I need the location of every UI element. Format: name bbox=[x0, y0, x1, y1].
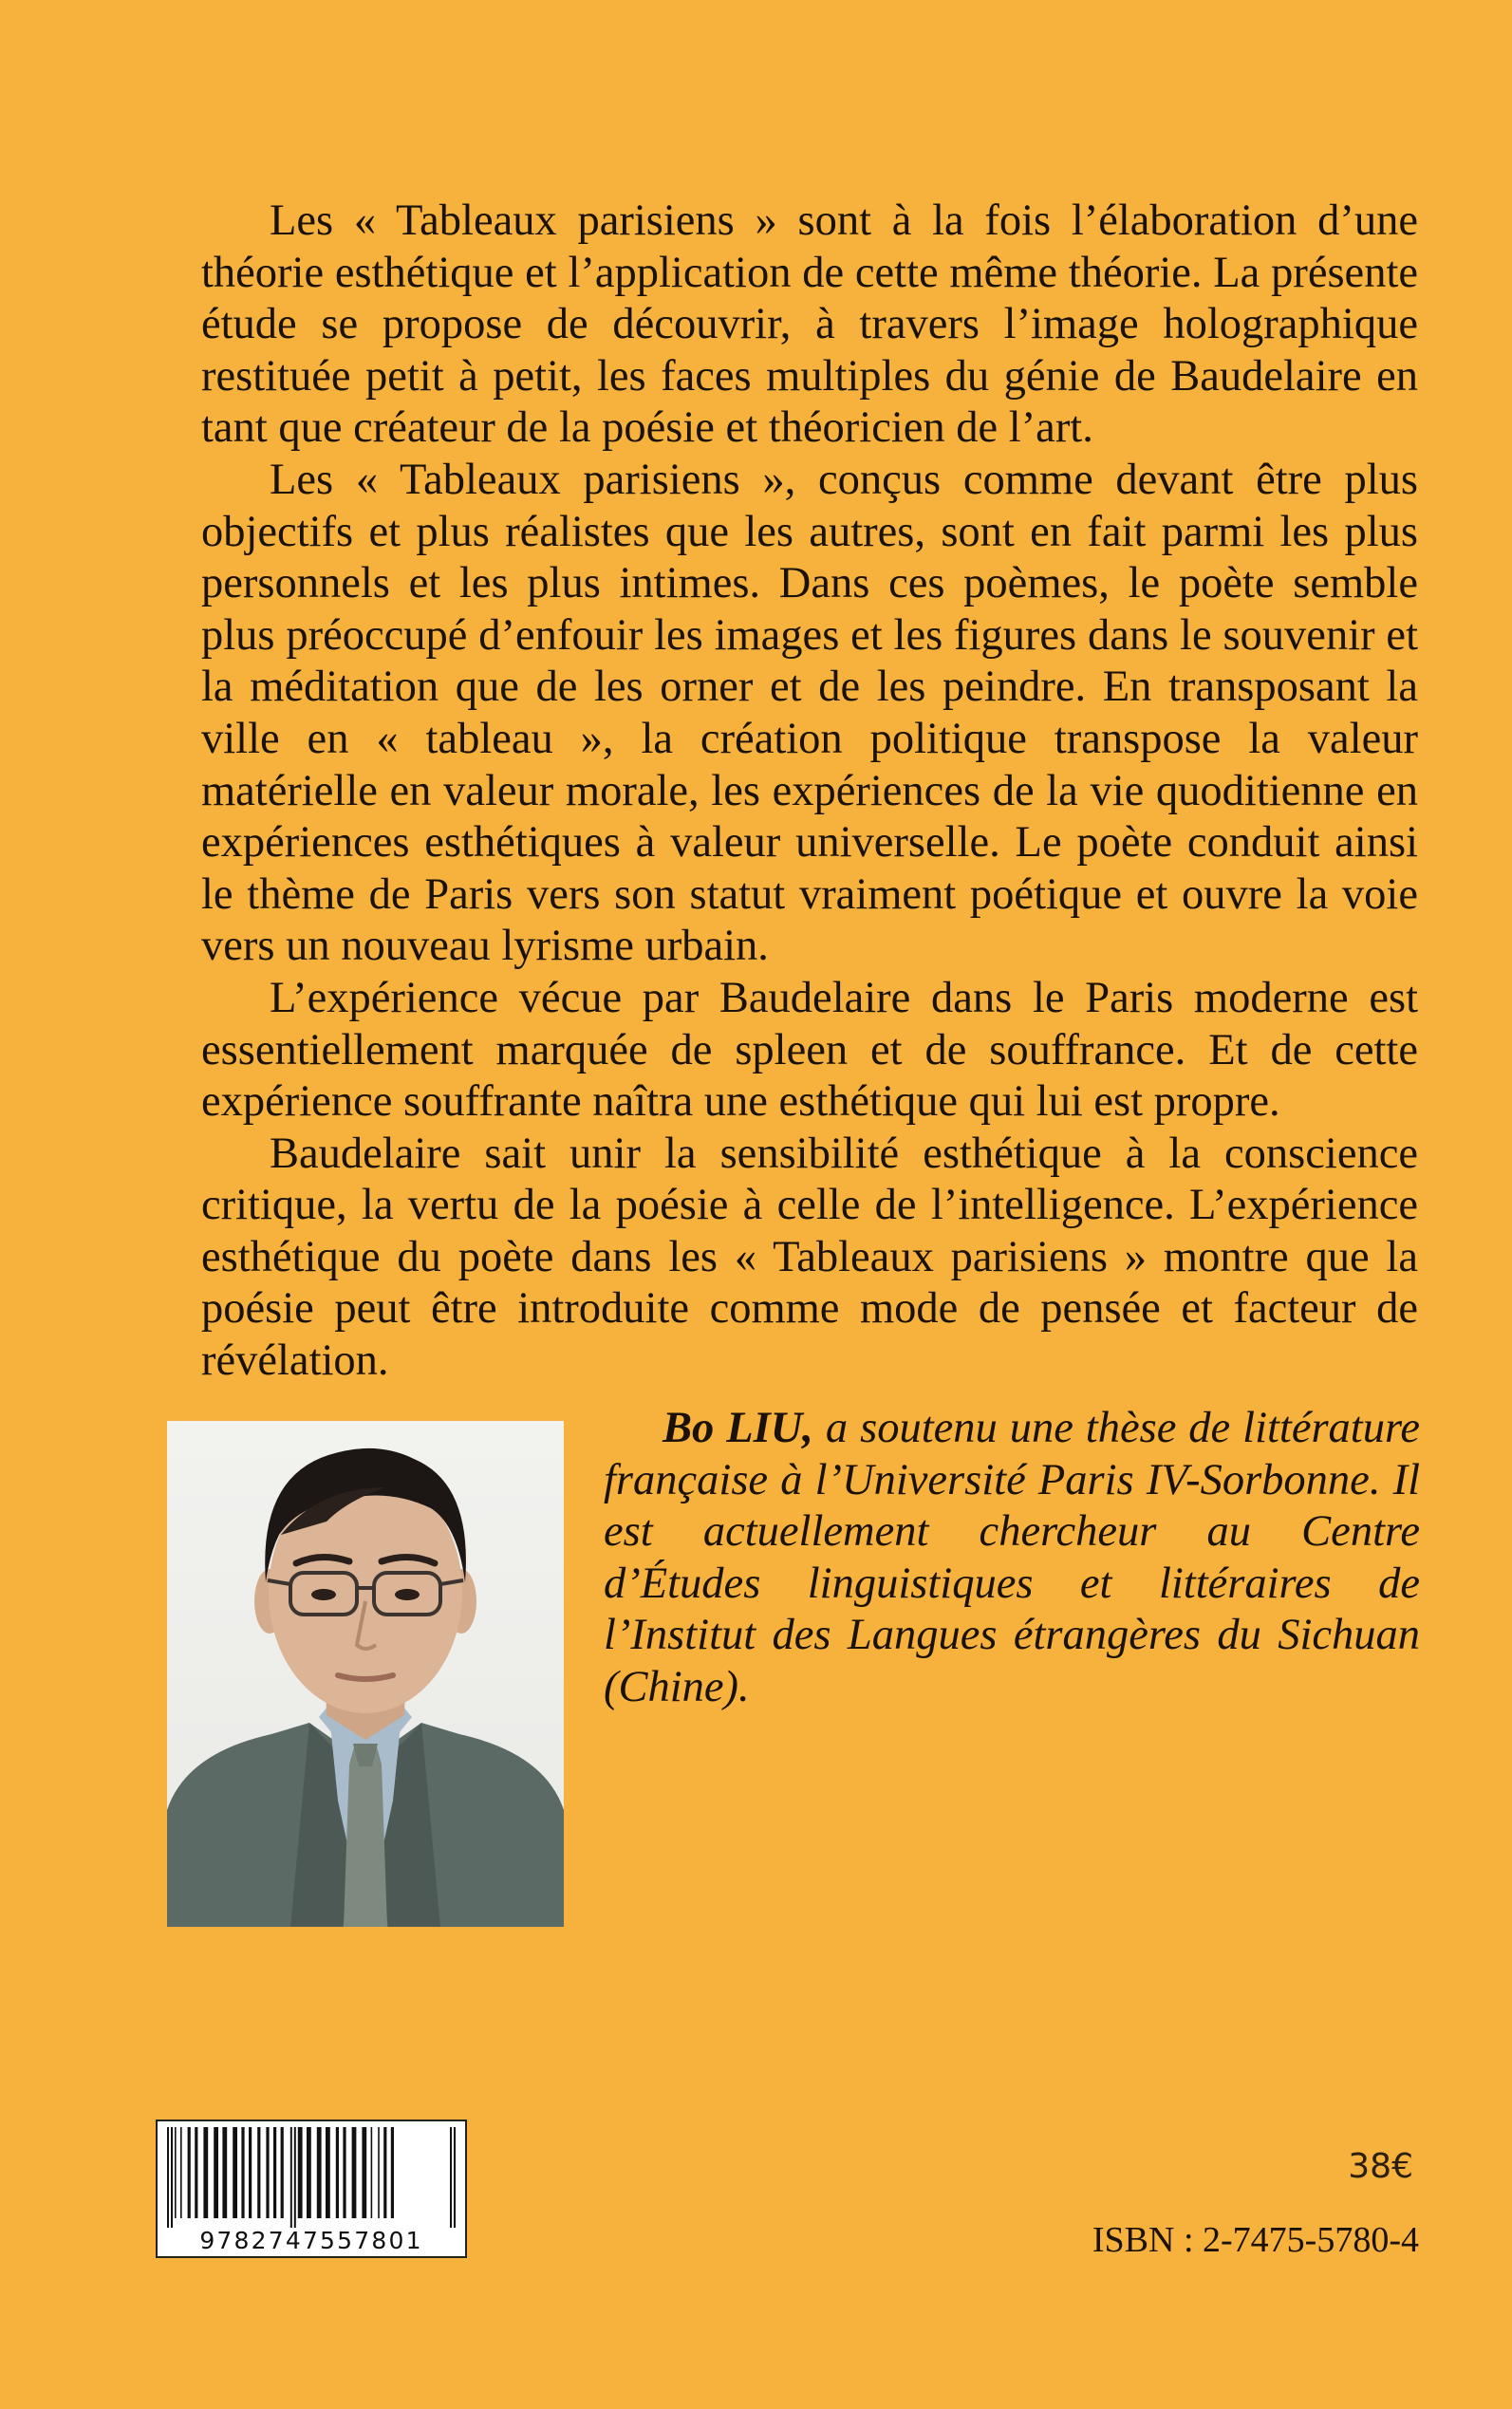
barcode-bar bbox=[222, 2127, 227, 2218]
blurb-paragraph-1: Les « Tableaux parisiens » sont à la fois l’élaboration d’une théorie esthétique et l’application de cette même théorie. La présente étude se propose de découvrir, à travers l’image holographique restituée petit à petit, les faces multiples du génie de Baudelaire en tant que créateur de la poésie et théoricien de l’art. bbox=[201, 196, 1418, 453]
barcode-bar bbox=[241, 2127, 244, 2218]
isbn-label: ISBN : 2-7475-5780-4 bbox=[1092, 2220, 1419, 2260]
barcode-bar bbox=[362, 2127, 366, 2218]
barcode-bar bbox=[266, 2127, 269, 2218]
barcode-bar bbox=[294, 2127, 296, 2228]
barcode-bars bbox=[163, 2127, 459, 2228]
barcode-bar bbox=[171, 2127, 173, 2228]
barcode-bar bbox=[378, 2127, 380, 2218]
price-label: 38€ bbox=[1348, 2147, 1413, 2186]
barcode-bar bbox=[326, 2127, 330, 2218]
barcode-bar bbox=[273, 2127, 276, 2218]
barcode-bar bbox=[290, 2127, 292, 2228]
barcode-bar bbox=[298, 2127, 303, 2218]
barcode-bar bbox=[180, 2127, 182, 2218]
barcode-bar bbox=[317, 2127, 322, 2218]
barcode-bar bbox=[450, 2127, 452, 2228]
barcode-bar bbox=[383, 2127, 386, 2218]
author-photo bbox=[167, 1421, 564, 1927]
barcode-bar bbox=[233, 2127, 237, 2218]
barcode-bar bbox=[454, 2127, 456, 2228]
barcode-bar bbox=[352, 2127, 357, 2218]
blurb-paragraph-2: Les « Tableaux parisiens », conçus comme devant être plus objectifs et plus réalistes que les autres, sont en fait parmi les plus personnels et les plus intimes. Dans ces poèmes, le poète semble plus préoccupé d’enfouir les images et les figures dans le souvenir et la méditation que de les orner et de les peindre. En transposant la ville en « tableau », la création politique transpose la valeur matérielle en valeur morale, les expériences de la vie quoditienne en expériences esthétiques à valeur universelle. Le poète conduit ainsi le thème de Paris vers son statut vraiment poétique et ouvre la voie vers un nouveau lyrisme urbain. bbox=[201, 455, 1418, 971]
barcode-bar bbox=[343, 2127, 345, 2218]
barcode-bar bbox=[203, 2127, 208, 2218]
barcode-bar bbox=[257, 2127, 260, 2218]
blurb-paragraph-4: Baudelaire sait unir la sensibilité esthétique à la conscience critique, la vertu de la poésie à celle de l’intelligence. L’expérience esthétique du poète dans les « Tableaux parisiens » montre que la poésie peut être introduite comme mode de pensée et facteur de révélation. bbox=[201, 1129, 1418, 1386]
barcode-bar bbox=[307, 2127, 311, 2218]
barcode-bar bbox=[195, 2127, 197, 2218]
barcode-bar bbox=[188, 2127, 191, 2218]
author-name: Bo LIU, bbox=[663, 1404, 813, 1452]
barcode-bar bbox=[281, 2127, 284, 2218]
barcode-bar bbox=[391, 2127, 394, 2218]
barcode-bar bbox=[214, 2127, 218, 2218]
isbn-barcode bbox=[156, 2120, 467, 2258]
blurb-paragraph-3: L’expérience vécue par Baudelaire dans le Paris moderne est essentiellement marquée de spleen et de souffrance. Et de cette expérience souffrante naîtra une esthétique qui lui est propre. bbox=[201, 973, 1418, 1127]
author-portrait-illustration bbox=[167, 1421, 564, 1927]
barcode-bar bbox=[175, 2127, 177, 2218]
barcode-bar bbox=[371, 2127, 373, 2218]
back-cover-blurb bbox=[201, 196, 1418, 1388]
barcode-bar bbox=[167, 2127, 169, 2228]
author-bio bbox=[604, 1403, 1420, 1714]
barcode-bar bbox=[336, 2127, 339, 2218]
barcode-bar bbox=[249, 2127, 252, 2218]
barcode-digits: 9782747557801 bbox=[199, 2227, 423, 2254]
author-bio-text: a soutenu une thèse de littérature française à l’Université Paris IV-Sorbonne. Il est actuellement chercheur au Centre d’Études linguistiques et littéraires de l’Institut des Langues étrangères du Sichuan (Chine). bbox=[604, 1404, 1420, 1711]
